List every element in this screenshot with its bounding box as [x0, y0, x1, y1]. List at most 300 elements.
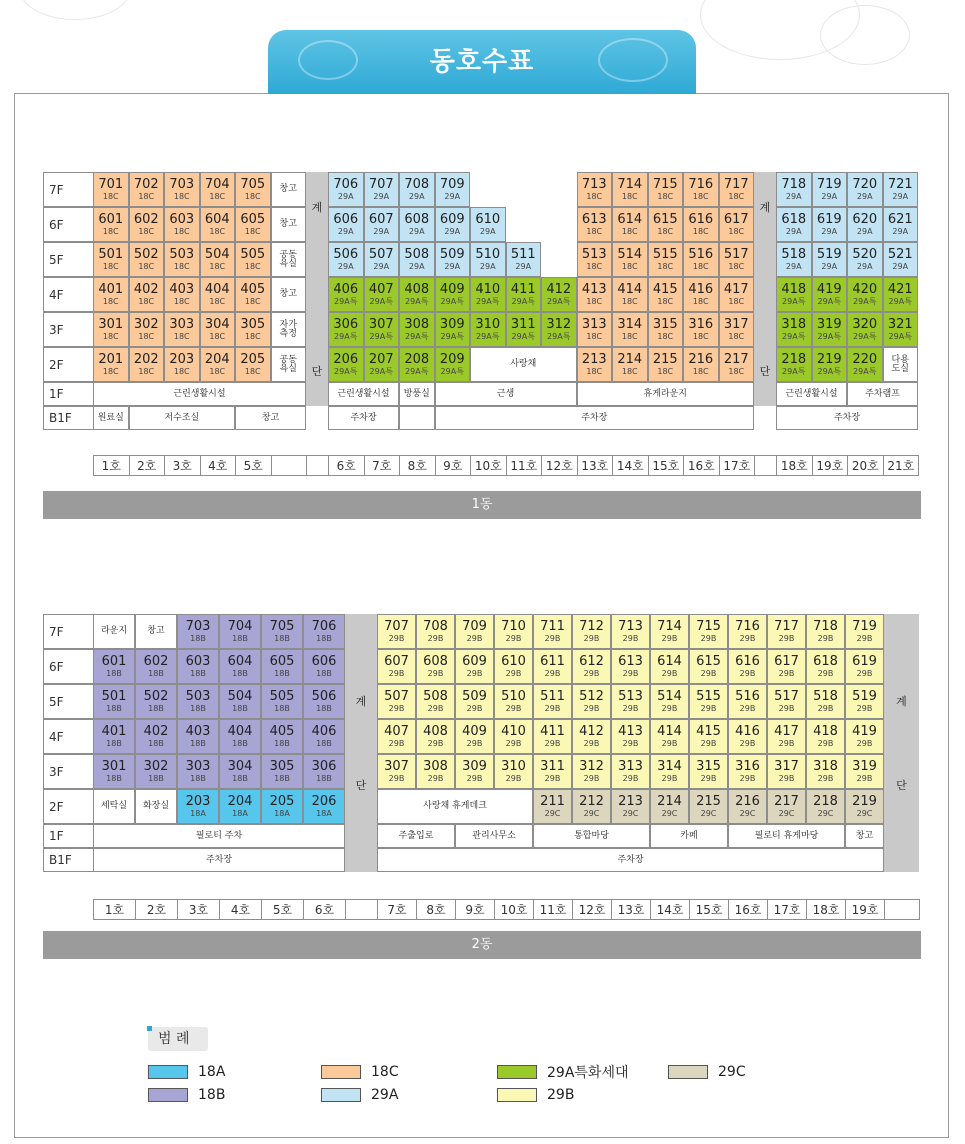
facility-cell [650, 824, 728, 848]
unit-cell[interactable] [455, 719, 494, 754]
facility-cell [93, 789, 135, 824]
unit-number: 420 [852, 282, 878, 297]
unit-cell[interactable] [812, 277, 848, 312]
unit-cell[interactable] [650, 719, 689, 754]
unit-cell[interactable] [328, 242, 364, 277]
unit-cell[interactable] [93, 207, 129, 242]
floor-label: B1F [43, 848, 93, 872]
unit-cell[interactable] [648, 277, 684, 312]
unit-cell[interactable] [806, 614, 845, 649]
unit-cell[interactable] [435, 312, 471, 347]
stair-label-dan: 단 [311, 365, 323, 378]
facility-label: 창고 [279, 219, 297, 229]
unit-cell[interactable] [164, 312, 200, 347]
facility-cell [271, 347, 307, 382]
unit-cell[interactable] [612, 347, 648, 382]
unit-cell[interactable] [719, 242, 755, 277]
unit-cell[interactable] [416, 719, 455, 754]
unit-cell[interactable] [776, 242, 812, 277]
unit-number: 418 [781, 282, 807, 297]
unit-cell[interactable] [435, 347, 471, 382]
unit-type: 29B [622, 704, 639, 713]
unit-cell[interactable] [648, 172, 684, 207]
unit-cell[interactable] [93, 649, 135, 684]
unit-cell[interactable] [719, 347, 755, 382]
unit-type: 29B [544, 634, 561, 643]
page-title-text: 동호수표 [429, 47, 535, 77]
unit-cell[interactable] [328, 277, 364, 312]
unit-cell[interactable] [883, 312, 919, 347]
unit-number: 713 [618, 619, 643, 634]
unit-cell[interactable] [364, 312, 400, 347]
unit-cell[interactable] [847, 277, 883, 312]
unit-cell[interactable] [689, 649, 728, 684]
unit-cell[interactable] [377, 754, 416, 789]
unit-cell[interactable] [200, 242, 236, 277]
unit-number: 707 [384, 619, 409, 634]
unit-cell[interactable] [648, 242, 684, 277]
unit-cell[interactable] [812, 242, 848, 277]
unit-cell[interactable] [200, 277, 236, 312]
unit-cell[interactable] [650, 789, 689, 824]
unit-cell[interactable] [683, 207, 719, 242]
unit-type: 29A [408, 192, 425, 201]
unit-cell[interactable] [164, 172, 200, 207]
unit-cell[interactable] [847, 172, 883, 207]
unit-cell[interactable] [572, 754, 611, 789]
unit-type: 29B [583, 774, 600, 783]
ho-label: 5호 [235, 455, 272, 476]
unit-type: 18C [244, 367, 261, 376]
unit-cell[interactable] [135, 719, 177, 754]
unit-cell[interactable] [845, 719, 884, 754]
unit-cell[interactable] [806, 719, 845, 754]
unit-cell[interactable] [303, 754, 345, 789]
unit-cell[interactable] [611, 684, 650, 719]
unit-cell[interactable] [93, 172, 129, 207]
unit-cell[interactable] [377, 649, 416, 684]
unit-cell[interactable] [177, 789, 219, 824]
unit-cell[interactable] [689, 684, 728, 719]
unit-cell[interactable] [399, 277, 435, 312]
unit-cell[interactable] [129, 277, 165, 312]
unit-cell[interactable] [689, 719, 728, 754]
unit-type: 18C [657, 227, 674, 236]
unit-cell[interactable] [612, 242, 648, 277]
unit-type: 18C [209, 227, 226, 236]
unit-cell[interactable] [328, 347, 364, 382]
unit-cell[interactable] [416, 684, 455, 719]
unit-cell[interactable] [683, 312, 719, 347]
unit-number: 704 [227, 619, 253, 634]
unit-type: 29B [739, 774, 756, 783]
unit-number: 306 [311, 759, 337, 774]
unit-cell[interactable] [416, 754, 455, 789]
unit-cell[interactable] [533, 684, 572, 719]
unit-type: 18C [244, 192, 261, 201]
unit-cell[interactable] [219, 649, 261, 684]
unit-cell[interactable] [776, 172, 812, 207]
unit-cell[interactable] [577, 207, 613, 242]
unit-cell[interactable] [506, 277, 542, 312]
unit-cell[interactable] [883, 277, 919, 312]
legend-item [321, 1087, 398, 1103]
unit-cell[interactable] [689, 789, 728, 824]
unit-cell[interactable] [648, 207, 684, 242]
unit-cell[interactable] [541, 277, 577, 312]
unit-cell[interactable] [235, 242, 271, 277]
unit-cell[interactable] [572, 719, 611, 754]
unit-type: 18C [586, 227, 603, 236]
unit-cell[interactable] [200, 312, 236, 347]
unit-cell[interactable] [577, 277, 613, 312]
unit-cell[interactable] [129, 347, 165, 382]
unit-number: 215 [652, 352, 678, 367]
unit-number: 518 [813, 689, 838, 704]
unit-cell[interactable] [177, 754, 219, 789]
ho-label: 6호 [303, 899, 346, 920]
unit-type: 18B [106, 704, 122, 713]
unit-cell[interactable] [648, 312, 684, 347]
unit-cell[interactable] [719, 207, 755, 242]
facility-cell [93, 848, 345, 872]
unit-cell[interactable] [164, 207, 200, 242]
unit-cell[interactable] [177, 614, 219, 649]
unit-cell[interactable] [261, 649, 303, 684]
unit-cell[interactable] [399, 347, 435, 382]
unit-cell[interactable] [455, 649, 494, 684]
unit-cell[interactable] [494, 649, 533, 684]
unit-cell[interactable] [494, 684, 533, 719]
unit-type: 18C [586, 192, 603, 201]
unit-cell[interactable] [728, 614, 767, 649]
unit-cell[interactable] [364, 277, 400, 312]
unit-cell[interactable] [683, 242, 719, 277]
unit-cell[interactable] [683, 172, 719, 207]
unit-cell[interactable] [435, 277, 471, 312]
unit-cell[interactable] [776, 347, 812, 382]
unit-cell[interactable] [494, 719, 533, 754]
floor-label: 3F [43, 754, 93, 789]
unit-cell[interactable] [845, 684, 884, 719]
unit-cell[interactable] [767, 789, 806, 824]
unit-cell[interactable] [533, 754, 572, 789]
unit-cell[interactable] [728, 649, 767, 684]
unit-cell[interactable] [612, 312, 648, 347]
unit-cell[interactable] [200, 207, 236, 242]
unit-cell[interactable] [303, 614, 345, 649]
unit-cell[interactable] [541, 312, 577, 347]
unit-cell[interactable] [612, 207, 648, 242]
unit-cell[interactable] [135, 684, 177, 719]
ho-label: 7호 [377, 899, 417, 920]
unit-cell[interactable] [767, 719, 806, 754]
unit-cell[interactable] [93, 312, 129, 347]
unit-cell[interactable] [883, 207, 919, 242]
unit-cell[interactable] [845, 789, 884, 824]
unit-cell[interactable] [219, 719, 261, 754]
unit-cell[interactable] [812, 312, 848, 347]
unit-cell[interactable] [650, 614, 689, 649]
unit-cell[interactable] [648, 347, 684, 382]
unit-cell[interactable] [683, 277, 719, 312]
unit-cell[interactable] [806, 684, 845, 719]
unit-cell[interactable] [135, 649, 177, 684]
unit-cell[interactable] [435, 172, 471, 207]
unit-cell[interactable] [455, 684, 494, 719]
unit-number: 616 [688, 212, 714, 227]
unit-type: 18B [274, 704, 290, 713]
unit-cell[interactable] [261, 684, 303, 719]
unit-cell[interactable] [883, 242, 919, 277]
unit-cell[interactable] [572, 614, 611, 649]
unit-cell[interactable] [728, 789, 767, 824]
unit-cell[interactable] [719, 312, 755, 347]
unit-cell[interactable] [219, 684, 261, 719]
unit-number: 416 [735, 724, 760, 739]
unit-cell[interactable] [577, 172, 613, 207]
unit-number: 513 [618, 689, 643, 704]
unit-cell[interactable] [129, 242, 165, 277]
unit-cell[interactable] [689, 614, 728, 649]
unit-cell[interactable] [806, 649, 845, 684]
unit-cell[interactable] [650, 684, 689, 719]
unit-cell[interactable] [129, 207, 165, 242]
unit-number: 502 [133, 247, 159, 262]
unit-cell[interactable] [776, 207, 812, 242]
unit-cell[interactable] [219, 614, 261, 649]
unit-cell[interactable] [364, 172, 400, 207]
unit-type: 29B [661, 634, 678, 643]
unit-cell[interactable] [611, 789, 650, 824]
unit-cell[interactable] [235, 277, 271, 312]
unit-cell[interactable] [728, 719, 767, 754]
facility-label: 저수조실 [164, 412, 200, 423]
unit-cell[interactable] [812, 172, 848, 207]
unit-cell[interactable] [435, 207, 471, 242]
unit-cell[interactable] [377, 719, 416, 754]
unit-cell[interactable] [364, 207, 400, 242]
floor-label: 2F [43, 347, 93, 382]
unit-cell[interactable] [399, 242, 435, 277]
unit-cell[interactable] [611, 649, 650, 684]
unit-type: 29B [739, 634, 756, 643]
unit-cell[interactable] [93, 347, 129, 382]
unit-cell[interactable] [93, 754, 135, 789]
unit-cell[interactable] [235, 312, 271, 347]
unit-cell[interactable] [767, 649, 806, 684]
decoration-swirl-right-2 [820, 5, 910, 65]
unit-cell[interactable] [177, 719, 219, 754]
unit-type: 18C [138, 227, 155, 236]
unit-cell[interactable] [812, 347, 848, 382]
unit-cell[interactable] [728, 754, 767, 789]
unit-cell[interactable] [261, 789, 303, 824]
unit-cell[interactable] [611, 614, 650, 649]
unit-cell[interactable] [812, 207, 848, 242]
legend-swatch [668, 1065, 708, 1079]
unit-cell[interactable] [164, 347, 200, 382]
unit-cell[interactable] [455, 754, 494, 789]
unit-cell[interactable] [577, 312, 613, 347]
unit-cell[interactable] [261, 719, 303, 754]
unit-cell[interactable] [164, 277, 200, 312]
unit-cell[interactable] [577, 242, 613, 277]
unit-cell[interactable] [328, 207, 364, 242]
unit-number: 615 [696, 654, 721, 669]
floor-label: 7F [43, 614, 93, 649]
unit-cell[interactable] [470, 242, 506, 277]
unit-type: 29A특 [440, 332, 464, 341]
unit-cell[interactable] [611, 754, 650, 789]
unit-cell[interactable] [845, 614, 884, 649]
unit-number: 703 [185, 619, 211, 634]
unit-cell[interactable] [767, 754, 806, 789]
unit-cell[interactable] [377, 684, 416, 719]
unit-cell[interactable] [572, 789, 611, 824]
unit-cell[interactable] [612, 172, 648, 207]
unit-cell[interactable] [577, 347, 613, 382]
unit-number: 206 [333, 352, 359, 367]
unit-cell[interactable] [847, 242, 883, 277]
unit-cell[interactable] [689, 754, 728, 789]
unit-cell[interactable] [506, 312, 542, 347]
unit-cell[interactable] [328, 312, 364, 347]
unit-cell[interactable] [572, 649, 611, 684]
unit-cell[interactable] [883, 172, 919, 207]
unit-type: 18C [657, 332, 674, 341]
unit-cell[interactable] [612, 277, 648, 312]
unit-cell[interactable] [719, 277, 755, 312]
unit-cell[interactable] [767, 684, 806, 719]
unit-cell[interactable] [303, 719, 345, 754]
unit-type: 29A특 [369, 297, 393, 306]
unit-cell[interactable] [847, 312, 883, 347]
unit-cell[interactable] [129, 312, 165, 347]
ho-label: 5호 [261, 899, 304, 920]
unit-type: 29A특 [334, 367, 358, 376]
unit-cell[interactable] [177, 684, 219, 719]
unit-cell[interactable] [93, 719, 135, 754]
unit-type: 18B [232, 774, 248, 783]
unit-type: 29A특 [334, 297, 358, 306]
unit-cell[interactable] [399, 172, 435, 207]
facility-cell [93, 382, 306, 406]
unit-type: 29B [622, 669, 639, 678]
unit-type: 29A특 [369, 367, 393, 376]
unit-cell[interactable] [177, 649, 219, 684]
unit-cell[interactable] [261, 614, 303, 649]
unit-type: 29B [661, 669, 678, 678]
unit-cell[interactable] [611, 719, 650, 754]
unit-cell[interactable] [93, 242, 129, 277]
unit-cell[interactable] [650, 649, 689, 684]
unit-number: 304 [227, 759, 253, 774]
unit-type: 18C [728, 192, 745, 201]
unit-cell[interactable] [219, 754, 261, 789]
unit-cell[interactable] [506, 242, 542, 277]
unit-cell[interactable] [533, 614, 572, 649]
unit-number: 412 [546, 282, 572, 297]
facility-label: 근린생활시설 [337, 388, 390, 399]
unit-cell[interactable] [719, 172, 755, 207]
ho-label: 10호 [470, 455, 507, 476]
unit-cell[interactable] [129, 172, 165, 207]
unit-type: 29B [817, 669, 834, 678]
unit-cell[interactable] [847, 347, 883, 382]
unit-cell[interactable] [767, 614, 806, 649]
unit-cell[interactable] [261, 754, 303, 789]
unit-cell[interactable] [93, 684, 135, 719]
unit-cell[interactable] [303, 649, 345, 684]
unit-cell[interactable] [377, 614, 416, 649]
unit-cell[interactable] [776, 312, 812, 347]
unit-cell[interactable] [200, 172, 236, 207]
unit-cell[interactable] [235, 347, 271, 382]
unit-type: 29A특 [547, 332, 571, 341]
unit-cell[interactable] [235, 207, 271, 242]
unit-number: 618 [813, 654, 838, 669]
unit-cell[interactable] [683, 347, 719, 382]
ho-label: 13호 [611, 899, 651, 920]
unit-cell[interactable] [416, 614, 455, 649]
unit-type: 18C [173, 332, 190, 341]
unit-cell[interactable] [845, 649, 884, 684]
unit-type: 29B [544, 704, 561, 713]
unit-number: 310 [501, 759, 526, 774]
unit-cell[interactable] [135, 754, 177, 789]
unit-type: 18C [102, 192, 119, 201]
unit-cell[interactable] [572, 684, 611, 719]
unit-cell[interactable] [806, 754, 845, 789]
unit-cell[interactable] [93, 277, 129, 312]
unit-cell[interactable] [455, 614, 494, 649]
unit-cell[interactable] [806, 789, 845, 824]
unit-cell[interactable] [494, 754, 533, 789]
unit-cell[interactable] [845, 754, 884, 789]
unit-cell[interactable] [235, 172, 271, 207]
stair-label-gye: 계 [355, 695, 367, 708]
unit-cell[interactable] [470, 277, 506, 312]
unit-cell[interactable] [303, 684, 345, 719]
unit-cell[interactable] [164, 242, 200, 277]
unit-cell[interactable] [364, 242, 400, 277]
unit-cell[interactable] [650, 754, 689, 789]
unit-cell[interactable] [219, 789, 261, 824]
unit-cell[interactable] [399, 312, 435, 347]
unit-cell[interactable] [364, 347, 400, 382]
unit-cell[interactable] [435, 242, 471, 277]
unit-number: 505 [240, 247, 266, 262]
unit-cell[interactable] [533, 789, 572, 824]
unit-cell[interactable] [533, 649, 572, 684]
unit-cell[interactable] [303, 789, 345, 824]
unit-type: 29B [505, 634, 522, 643]
unit-cell[interactable] [776, 277, 812, 312]
facility-label: 주출입로 [398, 830, 434, 841]
unit-cell[interactable] [470, 312, 506, 347]
unit-cell[interactable] [533, 719, 572, 754]
unit-cell[interactable] [328, 172, 364, 207]
unit-cell[interactable] [847, 207, 883, 242]
unit-cell[interactable] [470, 207, 506, 242]
unit-type: 18C [209, 367, 226, 376]
unit-cell[interactable] [494, 614, 533, 649]
unit-cell[interactable] [200, 347, 236, 382]
unit-cell[interactable] [728, 684, 767, 719]
unit-cell[interactable] [399, 207, 435, 242]
unit-cell[interactable] [416, 649, 455, 684]
